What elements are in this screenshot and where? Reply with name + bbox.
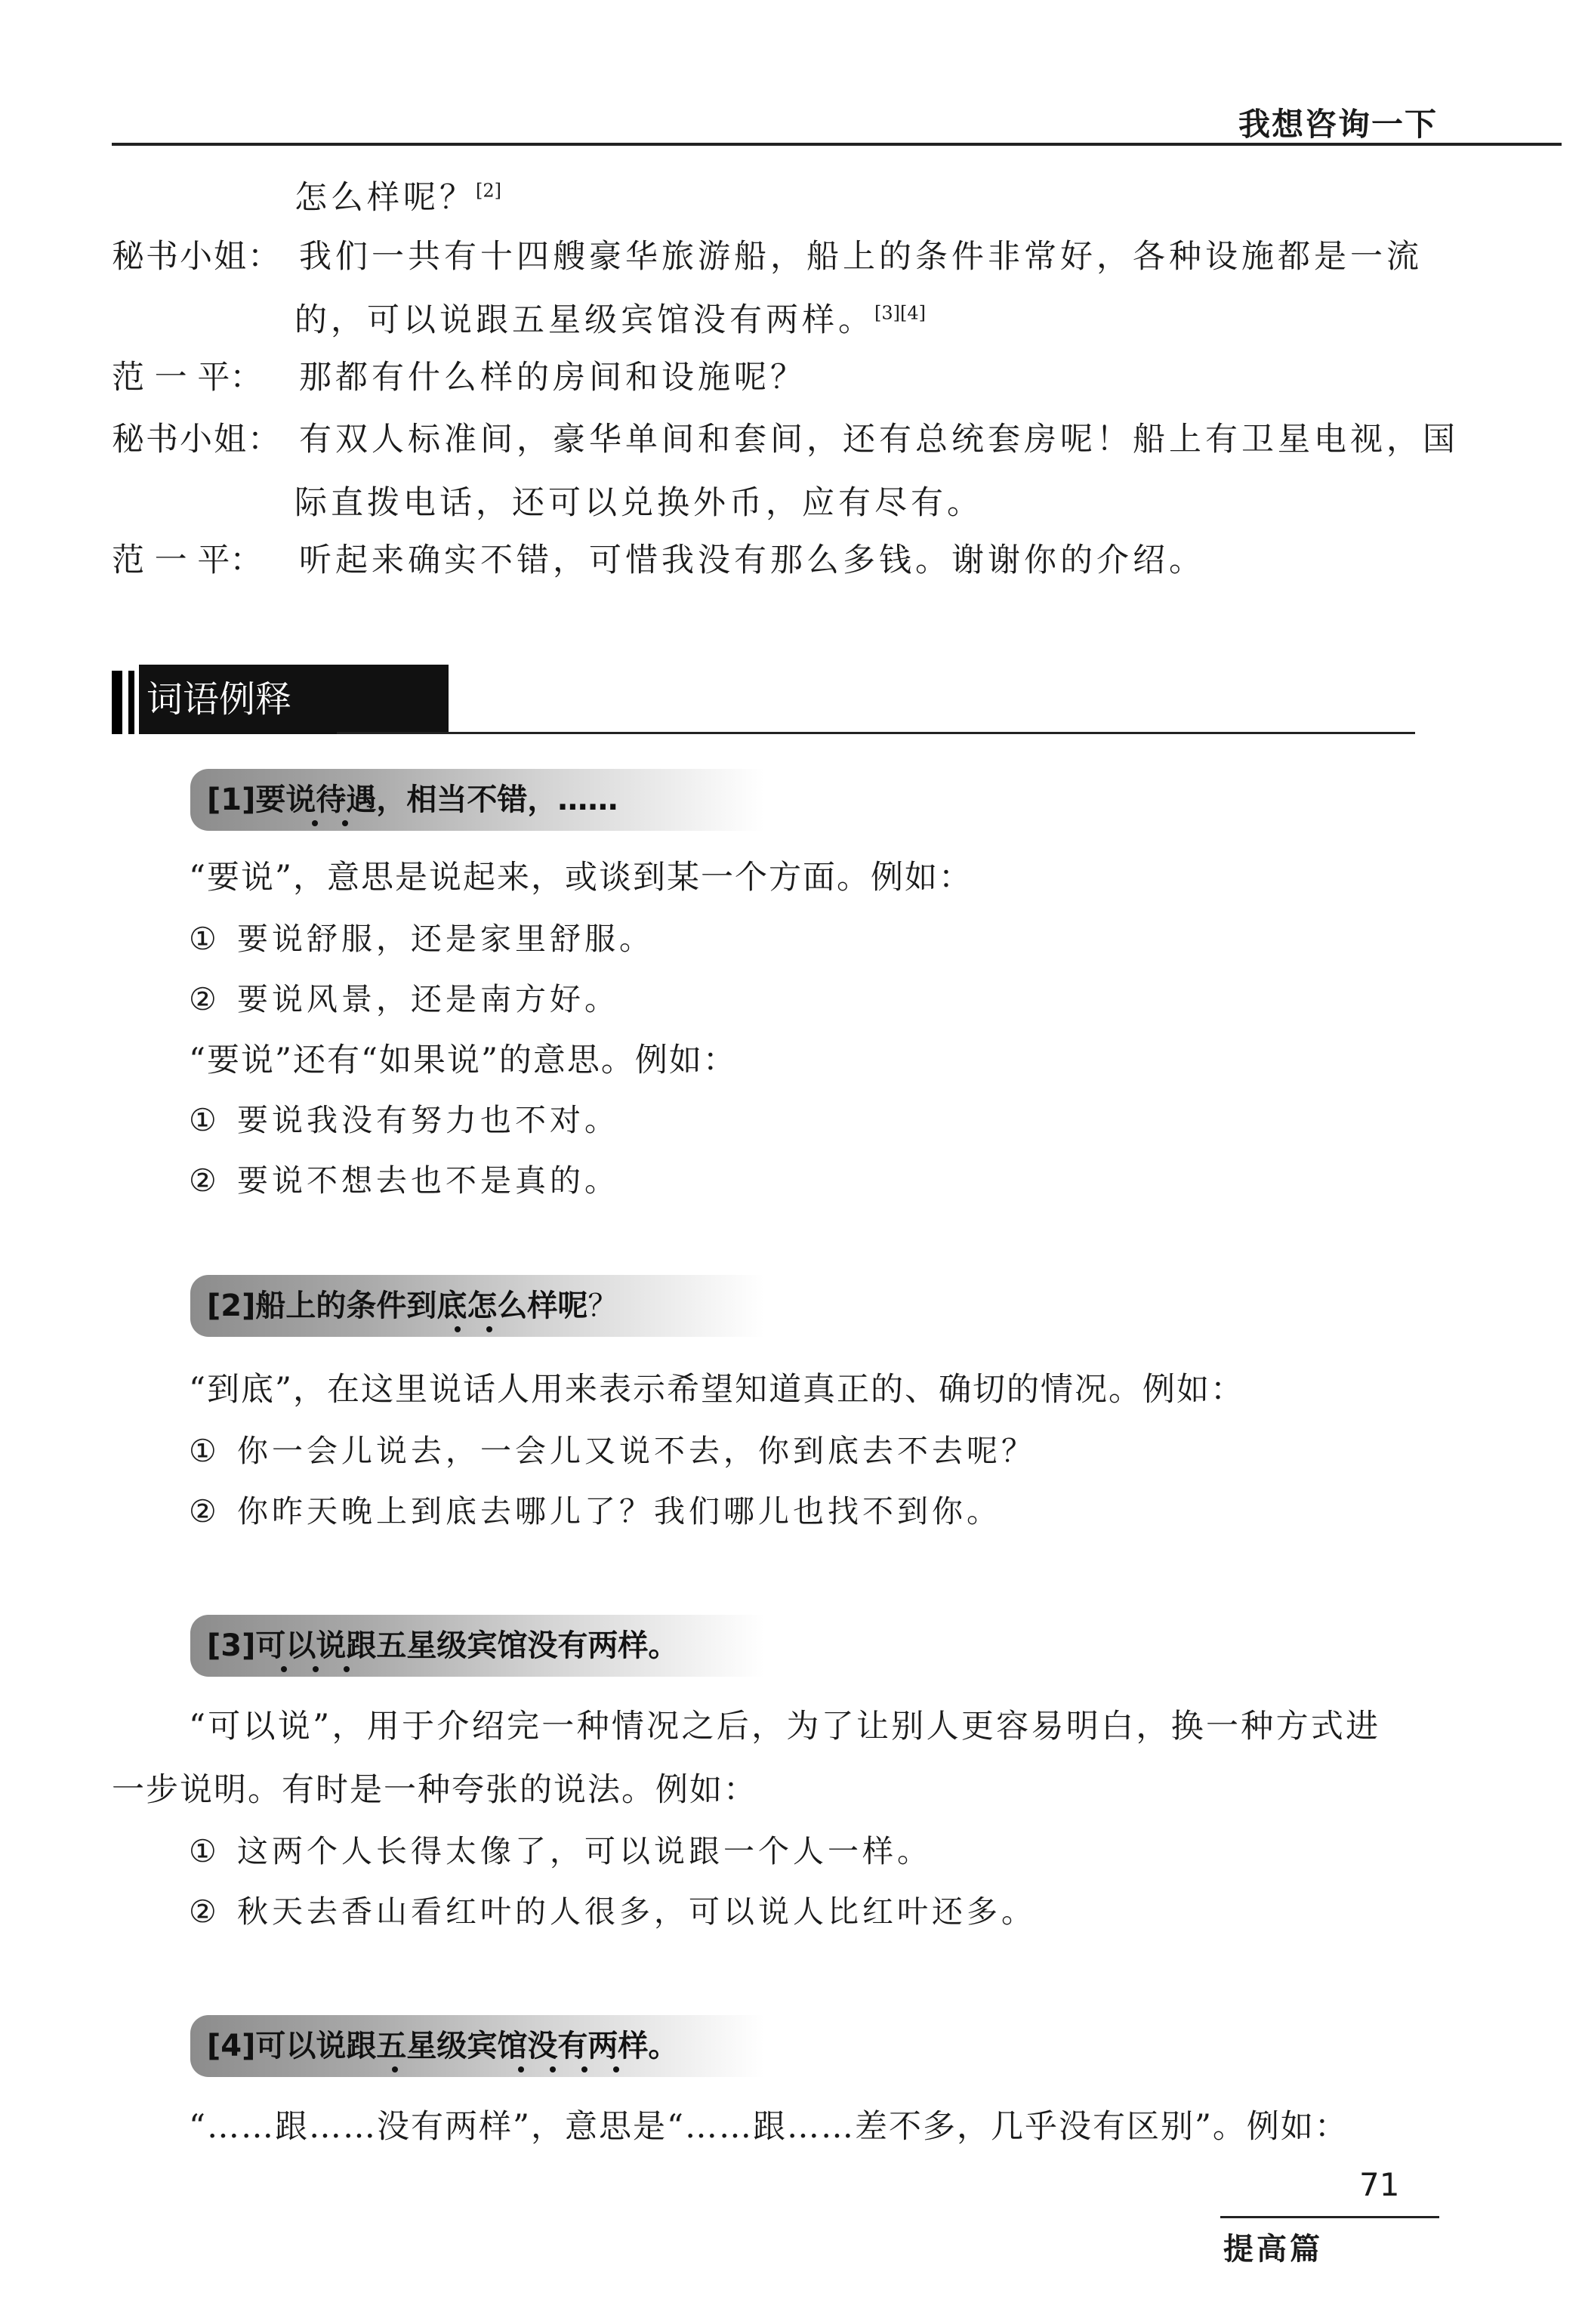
entry-paragraph: 一步说明。有时是一种夸张的说法。例如： xyxy=(112,1771,757,1809)
emphasis-dot xyxy=(613,2066,619,2072)
section-bar xyxy=(128,671,134,734)
emphasis-dot xyxy=(392,2066,398,2072)
example-line: ② 你昨天晚上到底去哪儿了？我们哪儿也找不到你。 xyxy=(189,1493,1001,1529)
dialogue-text: 我们一共有十四艘豪华旅游船，船上的条件非常好，各种设施都是一流 xyxy=(299,238,1423,276)
emphasis-dot xyxy=(342,820,348,826)
speaker-name: 范 一 平： xyxy=(112,542,263,579)
entry-paragraph: “可以说”，用于介绍完一种情况之后，为了让别人更容易明白，换一种方式进 xyxy=(189,1708,1381,1745)
speaker-name: 秘书小姐： xyxy=(112,421,282,458)
emphasis-dot xyxy=(518,2066,524,2072)
section-bar xyxy=(112,671,122,734)
example-line: ① 要说我没有努力也不对。 xyxy=(189,1102,619,1138)
example-line: ① 你一会儿说去，一会儿又说不去，你到底去不去呢？ xyxy=(189,1433,1036,1469)
example-line: ① 这两个人长得太像了，可以说跟一个人一样。 xyxy=(189,1833,932,1869)
dialogue-line: 际直拨电话，还可以兑换外币，应有尽有。 xyxy=(294,484,983,522)
entry-tag: [2]船上的条件到底怎么样呢？ xyxy=(190,1275,764,1337)
dialogue-line: 怎么样呢？[2] xyxy=(294,179,501,217)
running-header-title: 我想咨询一下 xyxy=(1238,106,1438,143)
entry-paragraph: “要说”，意思是说起来，或谈到某一个方面。例如： xyxy=(189,859,973,897)
footer-rule xyxy=(1220,2216,1439,2218)
dialogue-line: 的，可以说跟五星级宾馆没有两样。[3][4] xyxy=(294,301,926,339)
dialogue-line xyxy=(112,538,1205,583)
emphasis-dot xyxy=(550,2066,556,2072)
example-line: ① 要说舒服，还是家里舒服。 xyxy=(189,921,654,957)
dialogue-text: 听起来确实不错，可惜我没有那么多钱。谢谢你的介绍。 xyxy=(299,542,1205,579)
dialogue-line xyxy=(112,417,1459,462)
header-rule xyxy=(112,143,1562,146)
speaker-name: 范 一 平： xyxy=(112,359,263,397)
example-line: ② 要说不想去也不是真的。 xyxy=(189,1162,619,1199)
emphasis-dot xyxy=(281,1666,287,1672)
page-number: 71 xyxy=(1359,2166,1400,2203)
footnote-ref: [3][4] xyxy=(874,302,926,324)
section-rule xyxy=(337,732,1415,734)
entry-paragraph: “要说”还有“如果说”的意思。例如： xyxy=(189,1042,737,1079)
speaker-name: 秘书小姐： xyxy=(112,238,282,276)
entry-paragraph: “到底”，在这里说话人用来表示希望知道真正的、确切的情况。例如： xyxy=(189,1371,1244,1409)
emphasis-dot xyxy=(486,1326,492,1332)
example-line: ② 秋天去香山看红叶的人很多，可以说人比红叶还多。 xyxy=(189,1893,1036,1930)
emphasis-dot xyxy=(344,1666,350,1672)
dialogue-line xyxy=(112,234,1423,279)
section-title: 词语例释 xyxy=(139,665,449,734)
emphasis-dot xyxy=(581,2066,587,2072)
entry-paragraph: “……跟……没有两样”，意思是“……跟……差不多，几乎没有区别”。例如： xyxy=(189,2108,1349,2146)
dialogue-line xyxy=(112,355,806,400)
dialogue-text: 有双人标准间，豪华单间和套间，还有总统套房呢！船上有卫星电视，国 xyxy=(299,421,1459,458)
entry-tag: [4]可以说跟五星级宾馆没有两样。 xyxy=(190,2015,764,2077)
dialogue-text: 那都有什么样的房间和设施呢？ xyxy=(299,359,806,397)
footer-label: 提高篇 xyxy=(1223,2231,1323,2267)
emphasis-dot xyxy=(313,1666,319,1672)
emphasis-dot xyxy=(455,1326,461,1332)
entry-tag: [1]要说待遇，相当不错，…… xyxy=(190,769,764,831)
footnote-ref: [2] xyxy=(476,180,501,202)
entry-tag: [3]可以说跟五星级宾馆没有两样。 xyxy=(190,1615,764,1677)
example-line: ② 要说风景，还是南方好。 xyxy=(189,981,619,1017)
emphasis-dot xyxy=(312,820,318,826)
